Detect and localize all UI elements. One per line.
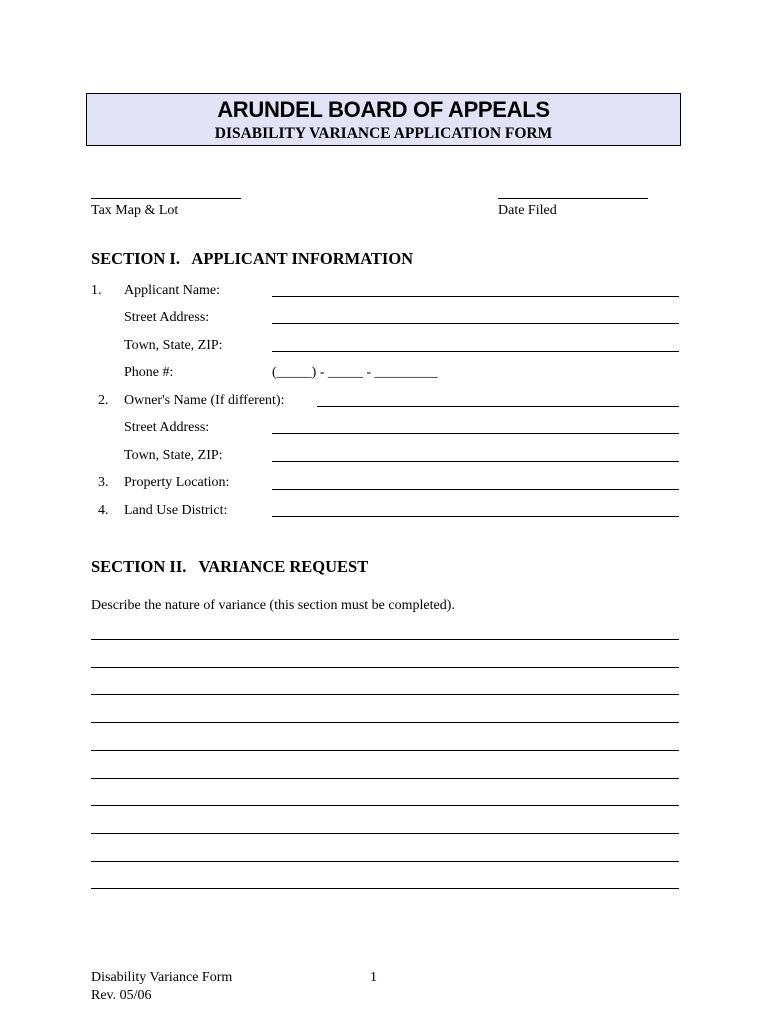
- form-title: ARUNDEL BOARD OF APPEALS: [217, 97, 550, 122]
- date-filed-field[interactable]: [498, 198, 648, 199]
- land-use-district-field[interactable]: [272, 516, 679, 517]
- item-number-3: 3.: [98, 475, 109, 490]
- item-number-2: 2.: [98, 393, 109, 408]
- variance-answer-line[interactable]: [91, 639, 679, 640]
- item-number-1: 1.: [91, 283, 102, 298]
- form-header-box: [86, 93, 681, 146]
- variance-answer-line[interactable]: [91, 833, 679, 834]
- applicant-name-field[interactable]: [272, 296, 679, 297]
- variance-answer-line[interactable]: [91, 861, 679, 862]
- owner-town-state-zip-label: Town, State, ZIP:: [124, 448, 223, 463]
- owner-name-label: Owner's Name (If different):: [124, 393, 285, 408]
- form-subtitle: DISABILITY VARIANCE APPLICATION FORM: [214, 125, 553, 142]
- street-address-field[interactable]: [272, 323, 679, 324]
- owner-name-field[interactable]: [317, 406, 679, 407]
- variance-instruction: Describe the nature of variance (this section must be completed).: [91, 598, 455, 613]
- variance-answer-line[interactable]: [91, 694, 679, 695]
- property-location-field[interactable]: [272, 489, 679, 490]
- footer-revision: Rev. 05/06: [91, 988, 152, 1003]
- item-number-4: 4.: [98, 503, 109, 518]
- variance-answer-line[interactable]: [91, 888, 679, 889]
- section-1-heading: SECTION I. APPLICANT INFORMATION: [91, 249, 414, 268]
- variance-answer-line[interactable]: [91, 805, 679, 806]
- variance-answer-line[interactable]: [91, 722, 679, 723]
- section-2-heading: SECTION II. VARIANCE REQUEST: [91, 557, 369, 576]
- owner-street-address-field[interactable]: [272, 433, 679, 434]
- owner-street-address-label: Street Address:: [124, 420, 210, 435]
- footer-form-name: Disability Variance Form: [91, 970, 233, 985]
- date-filed-label: Date Filed: [498, 203, 557, 218]
- tax-map-lot-field[interactable]: [91, 198, 241, 199]
- property-location-label: Property Location:: [124, 475, 230, 490]
- variance-answer-line[interactable]: [91, 778, 679, 779]
- phone-label: Phone #:: [124, 365, 174, 380]
- land-use-district-label: Land Use District:: [124, 503, 228, 518]
- phone-field[interactable]: (_____) - _____ - _________: [272, 365, 438, 380]
- variance-answer-line[interactable]: [91, 750, 679, 751]
- town-state-zip-label: Town, State, ZIP:: [124, 338, 223, 353]
- owner-town-state-zip-field[interactable]: [272, 461, 679, 462]
- footer-page-number: 1: [370, 970, 377, 985]
- variance-answer-line[interactable]: [91, 667, 679, 668]
- tax-map-lot-label: Tax Map & Lot: [91, 203, 179, 218]
- applicant-name-label: Applicant Name:: [124, 283, 221, 298]
- street-address-label: Street Address:: [124, 310, 210, 325]
- town-state-zip-field[interactable]: [272, 351, 679, 352]
